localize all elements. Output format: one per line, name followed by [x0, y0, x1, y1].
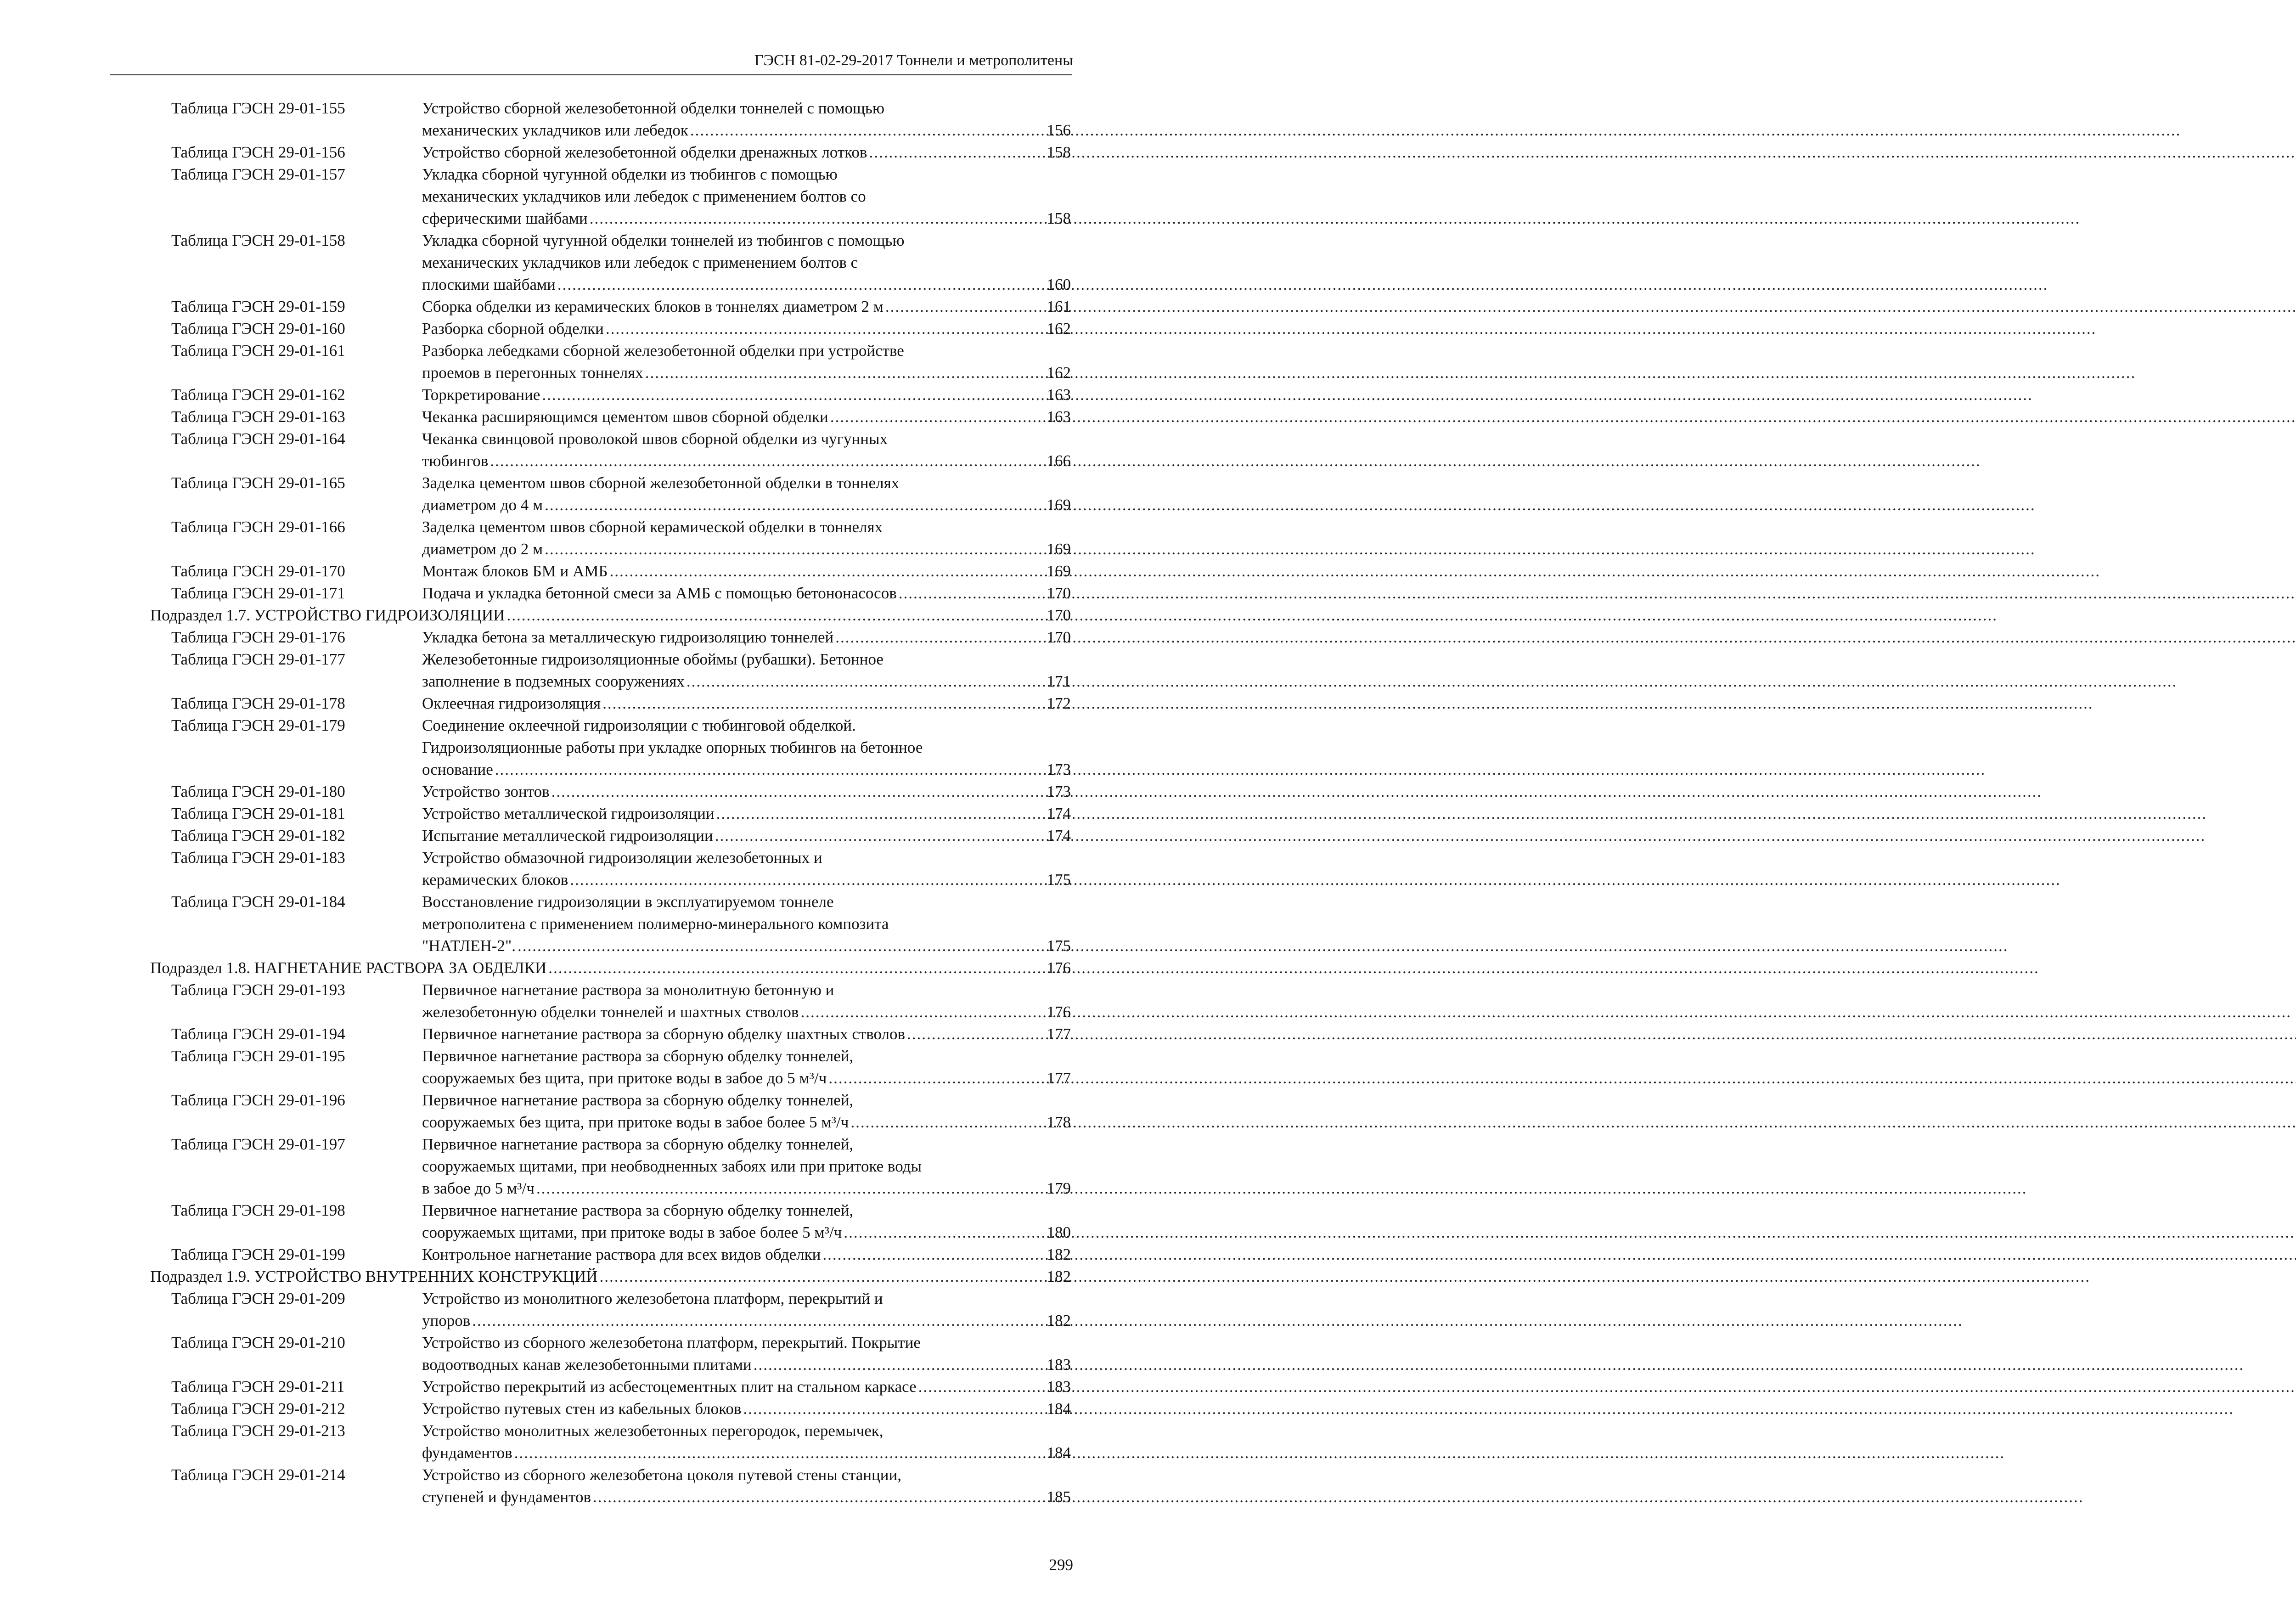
section-title: Подраздел 1.9. УСТРОЙСТВО ВНУТРЕННИХ КОНСТРУКЦИЙ: [150, 1267, 598, 1285]
toc-entry[interactable]: [0, 384, 1139, 406]
table-reference: Таблица ГЭСН 29-01-184: [171, 893, 345, 911]
dot-leader: [590, 208, 1045, 230]
page-ref: 174: [1047, 805, 1071, 822]
description-line: сооружаемых щитами, при необводненных забоях или при притоке воды: [422, 1157, 922, 1175]
table-reference: Таблица ГЭСН 29-01-212: [171, 1400, 345, 1418]
description-line: диаметром до 2 м: [422, 540, 543, 558]
dot-leader: [844, 1222, 1045, 1244]
toc-section-heading[interactable]: [150, 604, 1071, 626]
dot-leader: [754, 1354, 1045, 1376]
description-last-line: [422, 803, 1071, 825]
description-line: железобетонную обделки тоннелей и шахтных стволов: [422, 1003, 799, 1021]
description-line: сооружаемых без щита, при притоке воды в забое более 5 м³/ч: [422, 1113, 849, 1131]
page-ref: 183: [1047, 1378, 1071, 1396]
description-line: Устройство зонтов: [422, 783, 550, 800]
description-line: фундаментов: [422, 1444, 512, 1462]
page-ref: 166: [1047, 452, 1071, 470]
page-ref: 173: [1047, 783, 1071, 800]
description-line: Монтаж блоков БМ и АМБ: [422, 562, 608, 580]
entry-description: [422, 1332, 1071, 1376]
description-line: Испытание металлической гидроизоляции: [422, 827, 713, 845]
dot-leader: [514, 1442, 1045, 1464]
page-ref: 175: [1047, 871, 1071, 889]
table-reference: Таблица ГЭСН 29-01-161: [171, 342, 345, 360]
dot-leader: [869, 141, 1045, 163]
toc-entry[interactable]: [0, 1398, 1139, 1420]
entry-description: [422, 648, 1071, 693]
page-ref: 169: [1047, 496, 1071, 514]
description-last-line: [422, 1398, 1071, 1420]
table-reference: Таблица ГЭСН 29-01-195: [171, 1047, 345, 1065]
description-last-line: [422, 318, 1071, 340]
table-reference: Таблица ГЭСН 29-01-177: [171, 650, 345, 668]
toc-entry[interactable]: [0, 626, 1139, 648]
description-line: в забое до 5 м³/ч: [422, 1179, 535, 1197]
page-number: 299: [1049, 1556, 1073, 1574]
description-last-line: [422, 1354, 1071, 1376]
table-reference: Таблица ГЭСН 29-01-180: [171, 783, 345, 800]
toc-entry[interactable]: [0, 230, 1139, 296]
description-line: сооружаемых щитами, при притоке воды в забое более 5 м³/ч: [422, 1223, 842, 1241]
description-line: Разборка сборной обделки: [422, 320, 604, 338]
page-ref: 162: [1047, 364, 1071, 382]
description-last-line: [422, 406, 1071, 428]
entry-description: [422, 582, 1071, 604]
description-last-line: [422, 296, 1071, 318]
toc-entry[interactable]: [0, 825, 1139, 847]
description-last-line: [422, 825, 1071, 847]
table-reference: Таблица ГЭСН 29-01-162: [171, 386, 345, 404]
dot-leader: [472, 1310, 1045, 1332]
page-ref: 158: [1047, 209, 1071, 227]
table-reference: Таблица ГЭСН 29-01-158: [171, 231, 345, 249]
page-ref: 180: [1047, 1223, 1071, 1241]
entry-description: [422, 891, 1071, 957]
toc-entry[interactable]: [0, 715, 1139, 781]
dot-leader: [551, 781, 1045, 803]
description-line: Первичное нагнетание раствора за сборную обделку тоннелей,: [422, 1135, 854, 1153]
entry-description: [422, 406, 1071, 428]
entry-description: [422, 1023, 1071, 1045]
toc-section-heading[interactable]: [150, 957, 1071, 979]
description-last-line: [422, 935, 1071, 957]
description-last-line: [422, 1067, 1071, 1089]
page-ref: 182: [1047, 1312, 1071, 1329]
toc-section-heading[interactable]: [150, 1266, 1071, 1288]
table-reference: Таблица ГЭСН 29-01-176: [171, 628, 345, 646]
toc-entry[interactable]: [0, 1023, 1139, 1045]
description-line: Укладка сборной чугунной обделки тоннелей из тюбингов с помощью: [422, 231, 905, 249]
table-reference: Таблица ГЭСН 29-01-198: [171, 1201, 345, 1219]
description-last-line: [422, 384, 1071, 406]
toc-entry[interactable]: [0, 560, 1139, 582]
toc-entry[interactable]: [0, 648, 1139, 693]
dot-leader: [645, 362, 1045, 384]
description-line: Устройство из монолитного железобетона платформ, перекрытий и: [422, 1290, 883, 1307]
page-ref: 182: [1047, 1267, 1071, 1285]
toc-entry[interactable]: [0, 847, 1139, 891]
entry-description: [422, 1133, 1071, 1200]
toc-entry[interactable]: [0, 979, 1139, 1023]
toc-entry[interactable]: [0, 582, 1139, 604]
dot-leader: [557, 274, 1045, 296]
page-ref: 182: [1047, 1245, 1071, 1263]
toc-entry[interactable]: [0, 1244, 1139, 1266]
entry-description: [422, 340, 1071, 384]
toc-entry[interactable]: [0, 318, 1139, 340]
description-line: основание: [422, 760, 493, 778]
description-line: сооружаемых без щита, при притоке воды в забое до 5 м³/ч: [422, 1069, 827, 1087]
description-last-line: [422, 450, 1071, 472]
entry-description: [422, 318, 1071, 340]
page-ref: 184: [1047, 1444, 1071, 1462]
description-line: Устройство перекрытий из асбестоцементных плит на стальном каркасе: [422, 1378, 917, 1396]
description-line: тюбингов: [422, 452, 489, 470]
dot-leader: [835, 626, 1045, 648]
description-last-line: [422, 1001, 1071, 1023]
table-reference: Таблица ГЭСН 29-01-170: [171, 562, 345, 580]
entry-description: [422, 1045, 1071, 1089]
table-reference: Таблица ГЭСН 29-01-194: [171, 1025, 345, 1043]
description-last-line: [422, 781, 1071, 803]
description-line: водоотводных канав железобетонными плитами: [422, 1356, 752, 1374]
page-ref: 163: [1047, 386, 1071, 404]
description-line: Восстановление гидроизоляции в эксплуатируемом тоннеле: [422, 893, 834, 911]
dot-leader: [490, 450, 1045, 472]
description-line: Чеканка свинцовой проволокой швов сборной обделки из чугунных: [422, 430, 888, 448]
description-last-line: [422, 1310, 1071, 1332]
toc-entry[interactable]: [0, 472, 1139, 516]
description-last-line: [422, 141, 1071, 163]
dot-leader: [822, 1244, 1045, 1266]
description-line: Устройство из сборного железобетона платформ, перекрытий. Покрытие: [422, 1334, 921, 1352]
table-reference: Таблица ГЭСН 29-01-193: [171, 981, 345, 999]
section-title: Подраздел 1.8. НАГНЕТАНИЕ РАСТВОРА ЗА ОБДЕЛКИ: [150, 959, 547, 977]
description-line: Устройство монолитных железобетонных перегородок, перемычек,: [422, 1422, 884, 1440]
page-ref: 169: [1047, 540, 1071, 558]
toc-entry[interactable]: [0, 1420, 1139, 1464]
dot-leader: [715, 825, 1045, 847]
description-line: Железобетонные гидроизоляционные обоймы (рубашки). Бетонное: [422, 650, 884, 668]
page-ref: 163: [1047, 408, 1071, 426]
page-ref: 170: [1047, 584, 1071, 602]
entry-description: [422, 296, 1071, 318]
description-line: Первичное нагнетание раствора за монолитную бетонную и: [422, 981, 834, 999]
dot-leader: [602, 693, 1045, 715]
table-reference: Таблица ГЭСН 29-01-214: [171, 1466, 345, 1484]
table-reference: Таблица ГЭСН 29-01-211: [171, 1378, 345, 1396]
description-last-line: [422, 1376, 1071, 1398]
toc-entry[interactable]: [0, 1464, 1139, 1508]
entry-description: [422, 1200, 1071, 1244]
entry-description: [422, 1376, 1071, 1398]
table-reference: Таблица ГЭСН 29-01-199: [171, 1245, 345, 1263]
entry-description: [422, 715, 1071, 781]
description-line: Первичное нагнетание раствора за сборную обделку тоннелей,: [422, 1201, 854, 1219]
toc-entry[interactable]: [0, 1045, 1139, 1089]
table-reference: Таблица ГЭСН 29-01-210: [171, 1334, 345, 1352]
description-last-line: [422, 1486, 1071, 1508]
entry-description: [422, 693, 1071, 715]
description-line: Контрольное нагнетание раствора для всех видов обделки: [422, 1245, 821, 1263]
toc-entry[interactable]: [0, 781, 1139, 803]
dot-leader: [545, 538, 1045, 560]
entry-description: [422, 560, 1071, 582]
running-header: ГЭСН 81-02-29-2017 Тоннели и метрополитены: [754, 52, 1073, 69]
toc-entry[interactable]: [0, 1332, 1139, 1376]
description-last-line: [422, 274, 1071, 296]
table-reference: Таблица ГЭСН 29-01-179: [171, 716, 345, 734]
dot-leader: [828, 1067, 1045, 1089]
toc-entry[interactable]: [0, 1200, 1139, 1244]
description-last-line: [422, 1111, 1071, 1133]
description-last-line: [422, 693, 1071, 715]
section-title: Подраздел 1.7. УСТРОЙСТВО ГИДРОИЗОЛЯЦИИ: [150, 606, 505, 624]
entry-description: [422, 516, 1071, 560]
entry-description: [422, 97, 1071, 141]
description-line: механических укладчиков или лебедок с применением болтов со: [422, 187, 866, 205]
table-reference: Таблица ГЭСН 29-01-157: [171, 165, 345, 183]
toc-entry[interactable]: [0, 97, 1139, 141]
description-line: ступеней и фундаментов: [422, 1488, 591, 1506]
description-last-line: [422, 119, 1071, 141]
description-line: механических укладчиков или лебедок: [422, 121, 688, 139]
page-ref: 177: [1047, 1069, 1071, 1087]
description-last-line: [422, 1244, 1071, 1266]
entry-description: [422, 384, 1071, 406]
toc-entry[interactable]: [0, 516, 1139, 560]
table-reference: Таблица ГЭСН 29-01-197: [171, 1135, 345, 1153]
page-ref: 175: [1047, 937, 1071, 955]
description-last-line: [422, 582, 1071, 604]
dot-leader: [593, 1486, 1045, 1508]
toc-entry[interactable]: [0, 891, 1139, 957]
dot-leader: [899, 582, 1045, 604]
table-of-contents: [0, 97, 1139, 1508]
table-reference: Таблица ГЭСН 29-01-159: [171, 298, 345, 315]
entry-description: [422, 1464, 1071, 1508]
description-last-line: [422, 494, 1071, 516]
description-line: Заделка цементом швов сборной керамической обделки в тоннелях: [422, 518, 883, 536]
entry-description: [422, 781, 1071, 803]
dot-leader: [743, 1398, 1045, 1420]
dot-leader: [570, 869, 1045, 891]
description-line: Устройство сборной железобетонной обделки дренажных лотков: [422, 143, 867, 161]
table-reference: Таблица ГЭСН 29-01-182: [171, 827, 345, 845]
description-line: Заделка цементом швов сборной железобетонной обделки в тоннелях: [422, 474, 900, 492]
toc-entry[interactable]: [0, 1133, 1139, 1200]
entry-description: [422, 230, 1071, 296]
description-line: проемов в перегонных тоннелях: [422, 364, 643, 382]
description-last-line: [422, 560, 1071, 582]
dot-leader: [885, 296, 1045, 318]
description-line: Гидроизоляционные работы при укладке опорных тюбингов на бетонное: [422, 738, 923, 756]
page-ref: 177: [1047, 1025, 1071, 1043]
dot-leader: [548, 957, 1045, 979]
dot-leader: [800, 1001, 1045, 1023]
description-last-line: [422, 208, 1071, 230]
dot-leader: [610, 560, 1045, 582]
description-last-line: [422, 759, 1071, 781]
toc-entry[interactable]: [0, 1288, 1139, 1332]
table-reference: Таблица ГЭСН 29-01-164: [171, 430, 345, 448]
page-ref: 156: [1047, 121, 1071, 139]
description-last-line: [422, 626, 1071, 648]
dot-leader: [495, 759, 1045, 781]
entry-description: [422, 1244, 1071, 1266]
description-line: Устройство металлической гидроизоляции: [422, 805, 715, 822]
dot-leader: [518, 935, 1045, 957]
page-ref: 179: [1047, 1179, 1071, 1197]
page-ref: 162: [1047, 320, 1071, 338]
description-line: метрополитена с применением полимерно-минерального композита: [422, 915, 889, 933]
table-reference: Таблица ГЭСН 29-01-209: [171, 1290, 345, 1307]
entry-description: [422, 428, 1071, 472]
dot-leader: [907, 1023, 1045, 1045]
description-line: Устройство сборной железобетонной обделки тоннелей с помощью: [422, 99, 884, 117]
table-reference: Таблица ГЭСН 29-01-166: [171, 518, 345, 536]
table-reference: Таблица ГЭСН 29-01-165: [171, 474, 345, 492]
description-line: плоскими шайбами: [422, 276, 556, 293]
description-last-line: [422, 1442, 1071, 1464]
description-line: Сборка обделки из керамических блоков в тоннелях диаметром 2 м: [422, 298, 884, 315]
toc-entry[interactable]: [0, 1089, 1139, 1133]
description-line: Соединение оклеечной гидроизоляции с тюбинговой обделкой.: [422, 716, 856, 734]
description-line: керамических блоков: [422, 871, 568, 889]
page-ref: 172: [1047, 694, 1071, 712]
description-line: заполнение в подземных сооружениях: [422, 672, 685, 690]
dot-leader: [536, 1177, 1045, 1200]
toc-entry[interactable]: [0, 141, 1139, 163]
entry-description: [422, 825, 1071, 847]
page-ref: 174: [1047, 827, 1071, 845]
page-ref: 183: [1047, 1356, 1071, 1374]
toc-entry[interactable]: [0, 803, 1139, 825]
page-ref: 161: [1047, 298, 1071, 315]
dot-leader: [830, 406, 1045, 428]
page-ref: 176: [1047, 959, 1071, 977]
toc-entry[interactable]: [0, 1376, 1139, 1398]
description-line: сферическими шайбами: [422, 209, 588, 227]
toc-entry[interactable]: [0, 428, 1139, 472]
description-line: Торкретирование: [422, 386, 540, 404]
description-line: Первичное нагнетание раствора за сборную обделку тоннелей,: [422, 1047, 854, 1065]
page-ref: 185: [1047, 1488, 1071, 1506]
description-line: Первичное нагнетание раствора за сборную обделку шахтных стволов: [422, 1025, 905, 1043]
table-reference: Таблица ГЭСН 29-01-213: [171, 1422, 345, 1440]
description-last-line: [422, 1177, 1071, 1200]
description-line: Устройство путевых стен из кабельных блоков: [422, 1400, 742, 1418]
entry-description: [422, 163, 1071, 230]
description-last-line: [422, 670, 1071, 693]
description-line: механических укладчиков или лебедок с применением болтов с: [422, 253, 858, 271]
dot-leader: [545, 494, 1045, 516]
description-line: Устройство обмазочной гидроизоляции железобетонных и: [422, 849, 822, 867]
entry-description: [422, 626, 1071, 648]
description-line: Устройство из сборного железобетона цоколя путевой стены станции,: [422, 1466, 901, 1484]
page-ref: 178: [1047, 1113, 1071, 1131]
entry-description: [422, 472, 1071, 516]
dot-leader: [542, 384, 1045, 406]
dot-leader: [506, 604, 1045, 626]
page-ref: 173: [1047, 760, 1071, 778]
toc-entry[interactable]: [0, 340, 1139, 384]
description-last-line: [422, 538, 1071, 560]
table-reference: Таблица ГЭСН 29-01-156: [171, 143, 345, 161]
page-ref: 184: [1047, 1400, 1071, 1418]
table-reference: Таблица ГЭСН 29-01-181: [171, 805, 345, 822]
description-line: Укладка сборной чугунной обделки из тюбингов с помощью: [422, 165, 838, 183]
description-line: Первичное нагнетание раствора за сборную обделку тоннелей,: [422, 1091, 854, 1109]
entry-description: [422, 1288, 1071, 1332]
dot-leader: [690, 119, 1045, 141]
description-last-line: [422, 1023, 1071, 1045]
dot-leader: [687, 670, 1045, 693]
table-reference: Таблица ГЭСН 29-01-160: [171, 320, 345, 338]
entry-description: [422, 1420, 1071, 1464]
description-last-line: [422, 362, 1071, 384]
description-line: Разборка лебедками сборной железобетонной обделки при устройстве: [422, 342, 904, 360]
toc-entry[interactable]: [0, 296, 1139, 318]
description-line: упоров: [422, 1312, 471, 1329]
page-ref: 170: [1047, 606, 1071, 624]
toc-entry[interactable]: [0, 406, 1139, 428]
description-last-line: [422, 869, 1071, 891]
entry-description: [422, 141, 1071, 163]
header-rule: [110, 74, 1072, 75]
entry-description: [422, 803, 1071, 825]
description-line: Подача и укладка бетонной смеси за АМБ с помощью бетононасосов: [422, 584, 897, 602]
table-reference: Таблица ГЭСН 29-01-183: [171, 849, 345, 867]
page-ref: 160: [1047, 276, 1071, 293]
dot-leader: [599, 1266, 1045, 1288]
page-ref: 158: [1047, 143, 1071, 161]
page-ref: 176: [1047, 1003, 1071, 1021]
page-ref: 169: [1047, 562, 1071, 580]
description-line: Чеканка расширяющимся цементом швов сборной обделки: [422, 408, 828, 426]
table-reference: Таблица ГЭСН 29-01-196: [171, 1091, 345, 1109]
dot-leader: [850, 1111, 1045, 1133]
toc-entry[interactable]: [0, 693, 1139, 715]
page-ref: 170: [1047, 628, 1071, 646]
description-line: Укладка бетона за металлическую гидроизоляцию тоннелей: [422, 628, 834, 646]
table-reference: Таблица ГЭСН 29-01-178: [171, 694, 345, 712]
description-line: Оклеечная гидроизоляция: [422, 694, 601, 712]
toc-entry[interactable]: [0, 163, 1139, 230]
description-last-line: [422, 1222, 1071, 1244]
table-reference: Таблица ГЭСН 29-01-171: [171, 584, 345, 602]
entry-description: [422, 979, 1071, 1023]
entry-description: [422, 847, 1071, 891]
description-line: диаметром до 4 м: [422, 496, 543, 514]
dot-leader: [918, 1376, 1045, 1398]
table-reference: Таблица ГЭСН 29-01-155: [171, 99, 345, 117]
table-reference: Таблица ГЭСН 29-01-163: [171, 408, 345, 426]
entry-description: [422, 1398, 1071, 1420]
dot-leader: [716, 803, 1045, 825]
page-ref: 171: [1047, 672, 1071, 690]
description-line: "НАТЛЕН-2".: [422, 937, 516, 955]
dot-leader: [606, 318, 1045, 340]
entry-description: [422, 1089, 1071, 1133]
